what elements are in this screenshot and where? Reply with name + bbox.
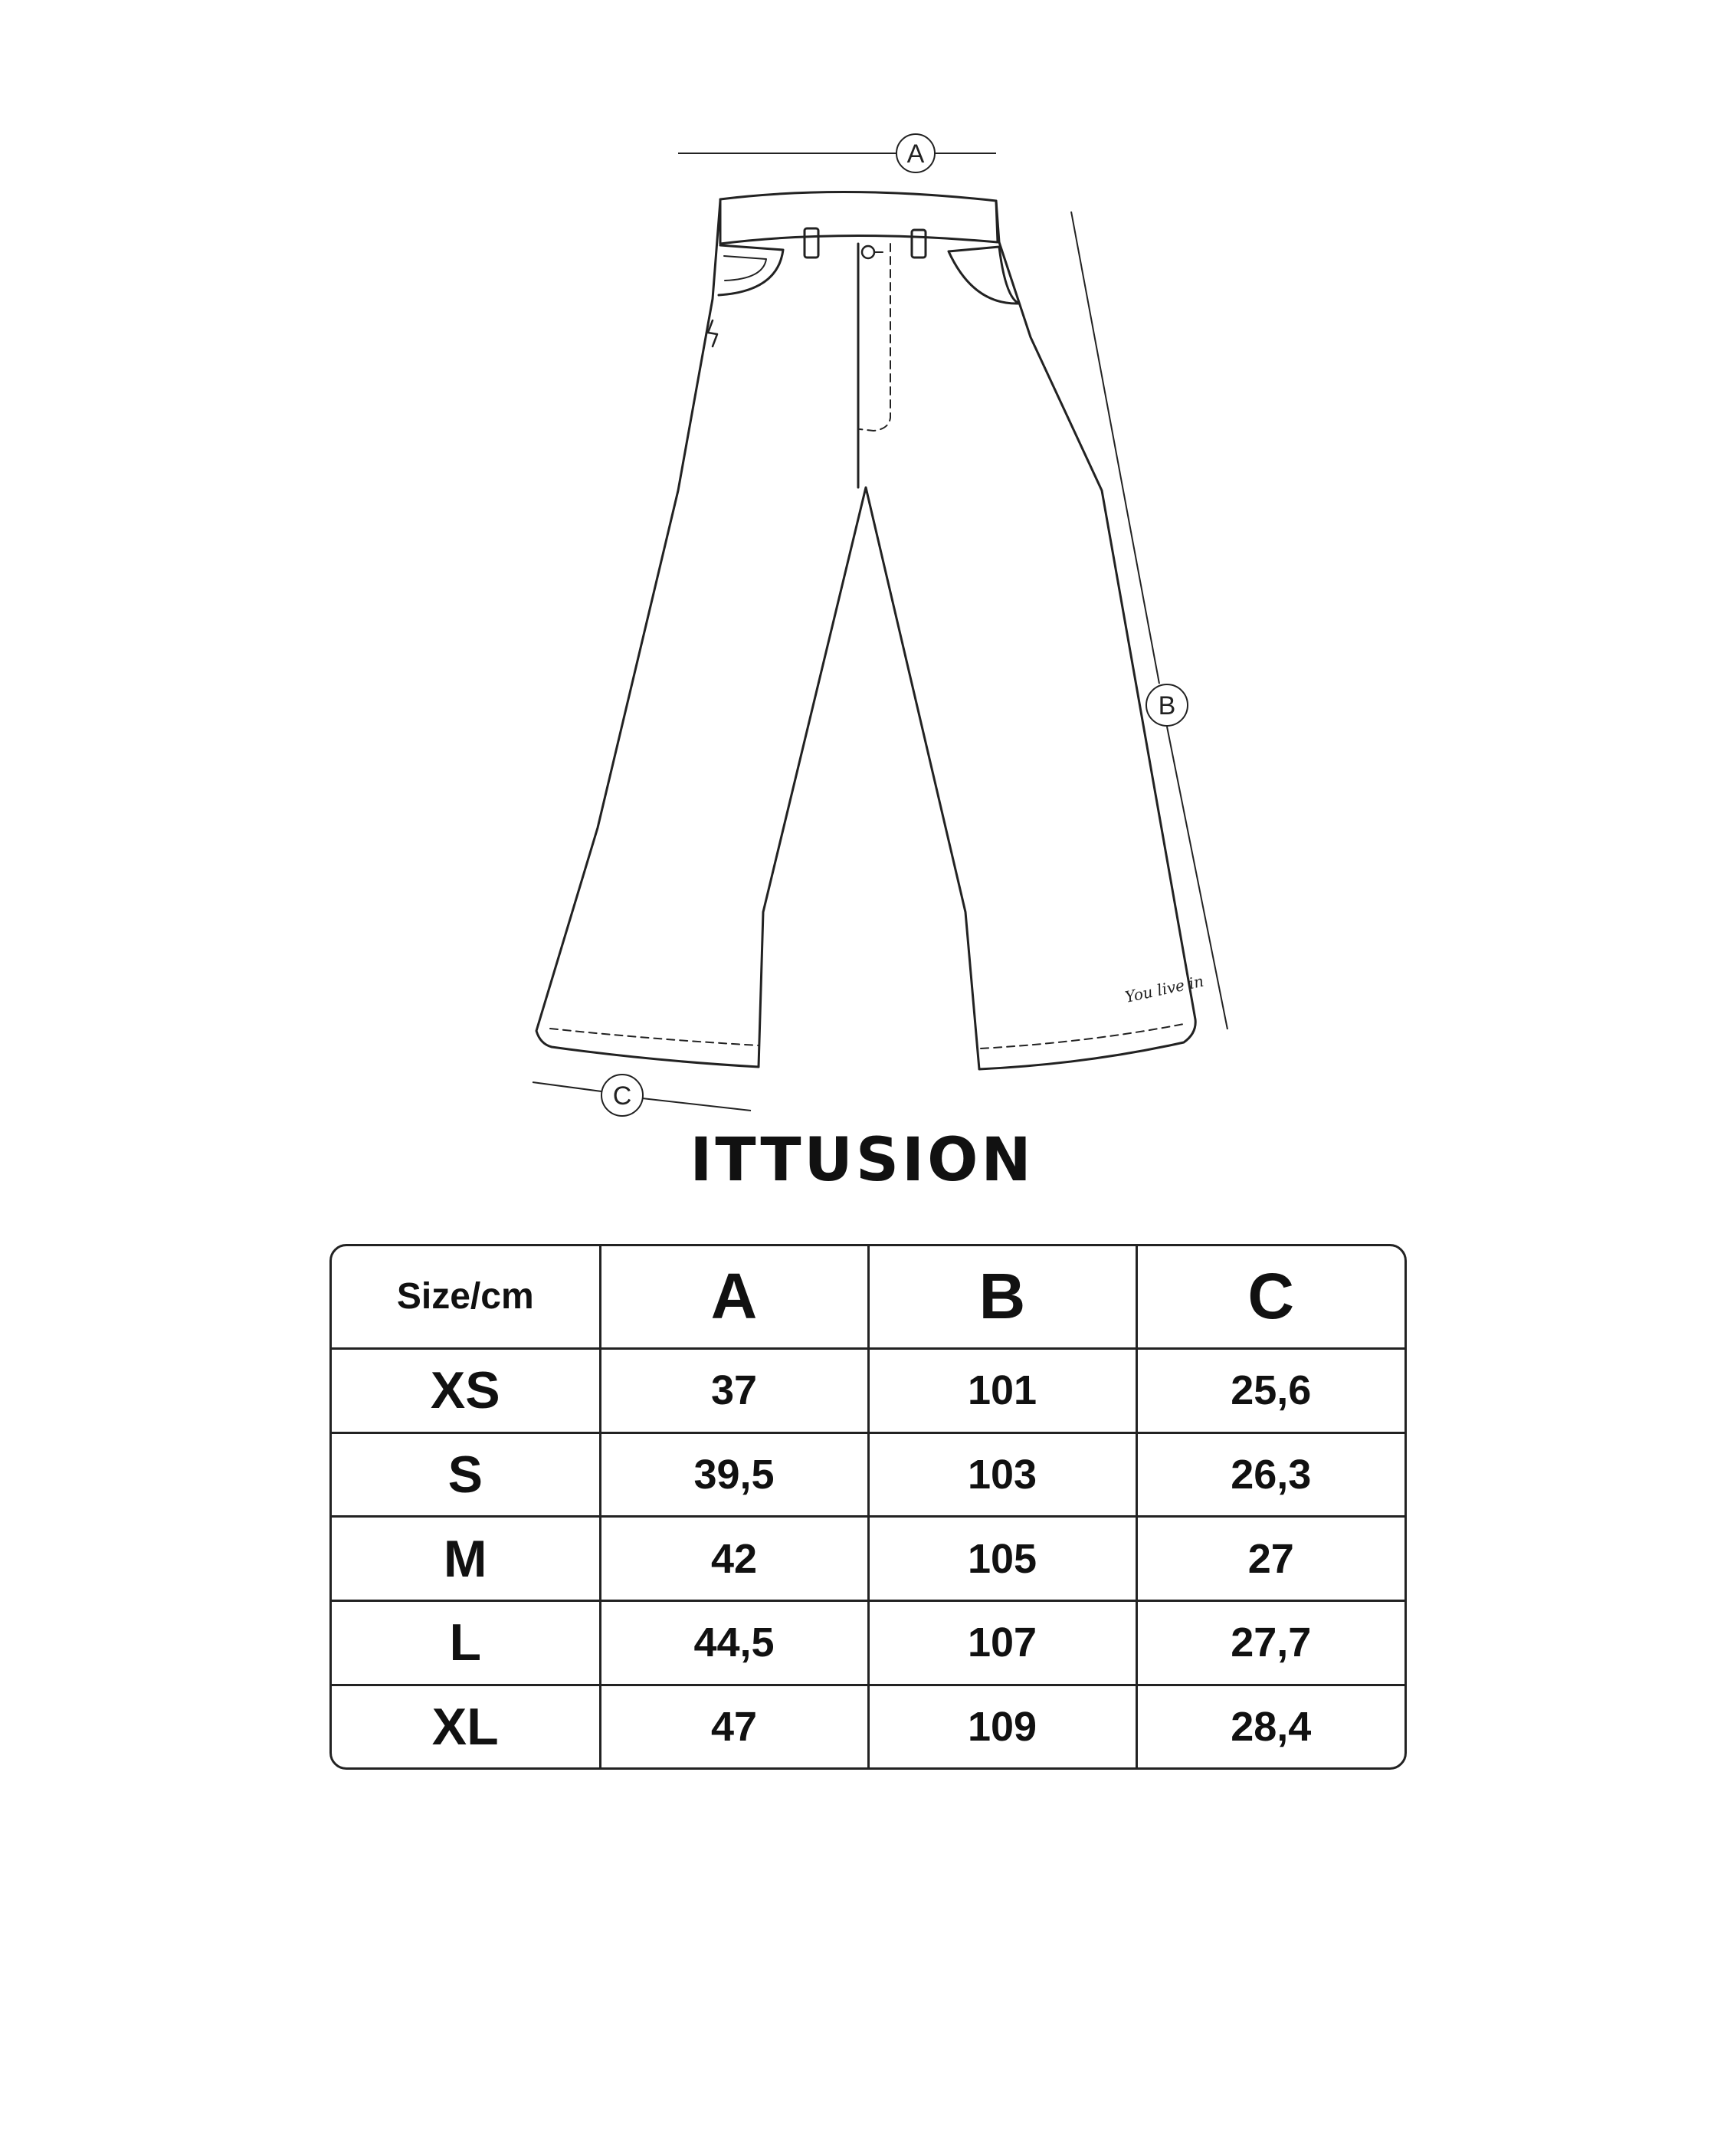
value-a: 44,5 — [600, 1601, 868, 1685]
hem-script-text: You live in — [1123, 971, 1206, 1006]
value-a: 42 — [600, 1517, 868, 1601]
value-c: 27 — [1136, 1517, 1404, 1601]
table-row — [332, 1432, 1404, 1517]
value-b: 105 — [868, 1517, 1136, 1601]
header-c: C — [1136, 1246, 1404, 1348]
right-hem-stitch — [981, 1024, 1184, 1048]
logo-mark — [708, 320, 717, 346]
belt-loop-left — [805, 228, 818, 258]
value-c: 26,3 — [1136, 1432, 1404, 1517]
value-c: 27,7 — [1136, 1601, 1404, 1685]
callout-b-label: B — [1158, 691, 1176, 720]
size-label: L — [332, 1601, 600, 1685]
size-chart-table — [329, 1244, 1407, 1770]
size-label: S — [332, 1432, 600, 1517]
table-row — [332, 1517, 1404, 1601]
value-b: 107 — [868, 1601, 1136, 1685]
table-row — [332, 1685, 1404, 1767]
size-label: M — [332, 1517, 600, 1601]
size-label: XL — [332, 1685, 600, 1767]
value-a: 39,5 — [600, 1432, 868, 1517]
table-header-row — [332, 1246, 1404, 1348]
waist-button — [862, 246, 874, 258]
value-a: 37 — [600, 1348, 868, 1432]
value-b: 103 — [868, 1432, 1136, 1517]
callout-a-label: A — [906, 139, 925, 169]
value-a: 47 — [600, 1685, 868, 1767]
left-coin-pocket — [724, 256, 766, 281]
fly-stitch — [860, 244, 890, 431]
value-c: 28,4 — [1136, 1685, 1404, 1767]
trouser-outline — [536, 201, 1195, 1069]
size-label: XS — [332, 1348, 600, 1432]
header-b: B — [868, 1246, 1136, 1348]
callout-c-label: C — [612, 1081, 632, 1111]
belt-loop-right — [912, 230, 926, 258]
header-size-cm: Size/cm — [332, 1246, 600, 1348]
brand-logo: ITTUSION — [690, 1126, 1034, 1195]
value-b: 101 — [868, 1348, 1136, 1432]
left-hem-stitch — [550, 1029, 759, 1045]
value-b: 109 — [868, 1685, 1136, 1767]
table-row — [332, 1348, 1404, 1432]
header-a: A — [600, 1246, 868, 1348]
left-pocket — [719, 245, 783, 295]
table-row — [332, 1601, 1404, 1685]
waistband — [720, 192, 998, 244]
value-c: 25,6 — [1136, 1348, 1404, 1432]
right-pocket — [949, 247, 1019, 304]
